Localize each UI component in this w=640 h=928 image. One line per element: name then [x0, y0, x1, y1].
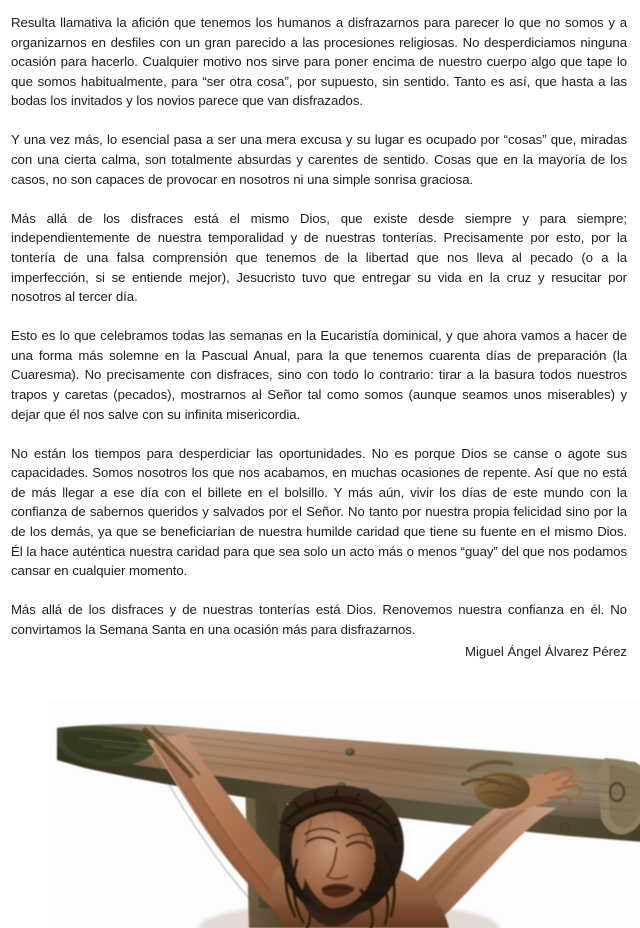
- author-signature: Miguel Ángel Álvarez Pérez: [465, 644, 627, 659]
- paragraph-1: Resulta llamativa la afición que tenemos los humanos a disfrazarnos para parecer lo que no somos y a organizarnos en desfiles con un gran parecido a las procesiones religiosas. No desperdiciamos ninguna ocasión para hacerlo. Cualquier motivo nos sirve para poner encima de nuestro cuerpo algo que tape lo que somos habitualmente, para “ser otra cosa”, por supuesto, sin sentido. Tanto es así, que hasta a las bodas los invitados y los novios parece que van disfrazados.: [11, 15, 627, 109]
- crucifixion-photo: [49, 700, 640, 928]
- crucifixion-photo-image: [49, 700, 640, 928]
- signature-row: [11, 642, 627, 662]
- paragraph-3: Más allá de los disfraces está el mismo Dios, que existe desde siempre y para siempre; independientemente de nuestra temporalidad y de nuestras tonterías. Precisamente por esto, por la tontería de una falsa comprensión que tenemos de la libertad que nos lleva al pecado (o a la imperfección, si se entiende mejor), Jesucristo tuvo que entregar su vida en la cruz y resucitar por nosotros al tercer día.: [11, 210, 627, 305]
- article-body: [11, 13, 627, 640]
- photo-grain-overlay: [49, 700, 640, 928]
- paragraph-5: No están los tiempos para desperdiciar las oportunidades. No es porque Dios se canse o agote sus capacidades. Somos nosotros los que nos acabamos, en muchas ocasiones de repente. Así que no está de más llegar a ese día con el billete en el bolsillo. Y más aún, vivir los días de este mundo con la confianza de sabernos queridos y salvados por el Señor. No tanto por nuestra propia felicidad sino por la de los demás, ya que se beneficiarían de nuestra humilde caridad que tiene su fuente en el mismo Dios. Él la hace auténtica nuestra caridad para que sea solo un acto más o menos “guay” del que nos podamos cansar en cualquier momento.: [11, 445, 627, 579]
- paragraph-2: Y una vez más, lo esencial pasa a ser una mera excusa y su lugar es ocupado por “cosas” que, miradas con una cierta calma, son totalmente absurdas y carentes de sentido. Cosas que en la mayoría de los casos, no son capaces de provocar en nosotros ni una simple sonrisa graciosa.: [11, 132, 627, 187]
- paragraph-4: Esto es lo que celebramos todas las semanas en la Eucaristía dominical, y que ahora vamos a hacer de una forma más solemne en la Pascual Anual, para la que tenemos cuarenta días de preparación (la Cuaresma). No precisamente con disfraces, sino con todo lo contrario: tirar a la basura todos nuestros trapos y caretas (pecados), mostrarnos al Señor tal como somos (aunque seamos unos miserables) y dejar que él nos salve con su infinita misericordia.: [11, 328, 627, 422]
- paragraph-6: Más allá de los disfraces y de nuestras tonterías está Dios. Renovemos nuestra confianza en él. No convirtamos la Semana Santa en una ocasión más para disfrazarnos.: [11, 602, 627, 637]
